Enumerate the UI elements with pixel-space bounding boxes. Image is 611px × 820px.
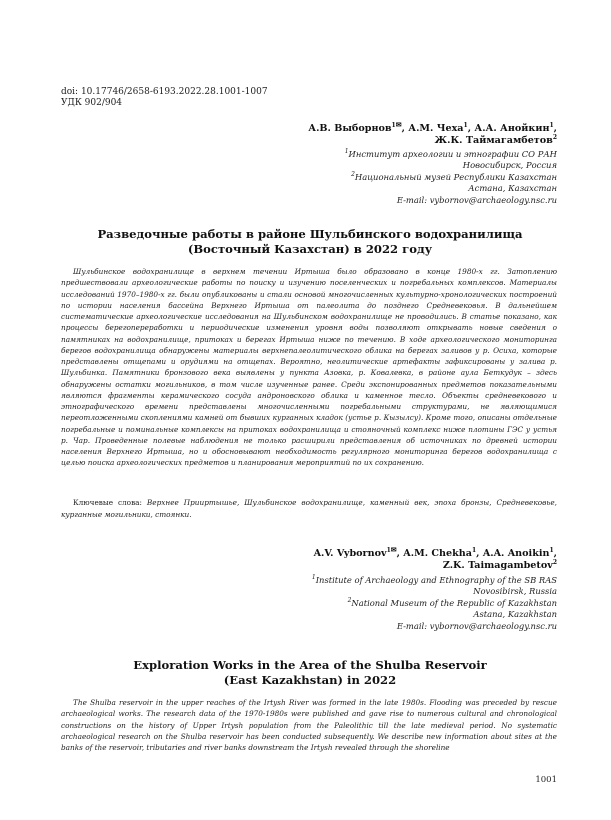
ru-keywords [61,497,557,520]
en-affiliations [312,575,557,632]
ru-author-1: А.В. Выборнов [308,123,392,134]
ru-affil-1: $^1$Институт археологии и этнографии СО РАН [344,148,557,159]
ru-author-4: Ж.К. Таймагамбетов [434,135,553,146]
ru-affil-2-city: Астана, Казахстан [468,183,557,194]
mail-envelope-icon[interactable]: ✉ [395,119,402,129]
en-authors-line2: Z.K. Taimagambetov$^2$ [442,558,557,571]
ru-authors-line1: А.В. Выборнов$^{1✉}$, А.М. Чеха$^1$, А.А. Анойкин$^1$, [308,119,557,134]
ru-email[interactable]: E-mail: vybornov@archaeology.nsc.ru [396,194,557,205]
keywords-value: Верхнее Прииртышье, Шульбинское водохранилище, каменный век, эпоха бронзы, Средневековье, курганные могильники, стоянки. [61,498,557,519]
ru-author-2: , А.М. Чеха [401,123,464,134]
en-affil-1-city: Novosibirsk, Russia [473,586,557,597]
en-abstract: The Shulba reservoir in the upper reaches of the Irtysh River was formed in the late 1980s. Flooding was preceded by rescue archaeological works. The research data of the 1970-1980s were published and gave rise to numerous cultural and chronological constructions on the history of Upper Irtysh population from the Paleolithic till the late medieval period. No systematic archaeological research on the Shulba reservoir has been conducted subsequently. We describe new information about sites at the banks of the reservoir, tributaries and river banks downstream the Irtysh revealed through the shoreline [61,698,557,752]
en-affil-2: $^2$National Museum of the Republic of Kazakhstan [347,597,557,608]
page-number: 1001 [535,775,557,785]
en-authors-line1: A.V. Vybornov$^{1✉}$, A.M. Chekha$^1$, A.A. Anoikin$^1$, [313,544,557,559]
ru-affil-2: $^2$Национальный музей Республики Казахстан [351,171,557,182]
udk-line: УДК 902/904 [61,98,123,108]
en-author-2: , A.M. Chekha [396,548,472,559]
ru-author-3: , А.А. Анойкин [467,123,550,134]
en-email[interactable]: E-mail: vybornov@archaeology.nsc.ru [396,620,557,631]
ru-abstract: Шульбинское водохранилище в верхнем течении Иртыша было образовано в конце 1980-х гг. Затоплению предшествовали археологические работы по поиску и изучению поселенческих и погребальных комплексов. Материалы исследований 1970–1980-х гг. были опубликованы и стали основой многочисленных культурно-хронологических построений по истории населения бассейна Верхнего Иртыша от палеолита до позднего Средневековья. В дальнейшем систематические археологические исследования на Шульбинском водохранилище не проводились. В статье показано, как процессы берегопереработки и периодические изменения уровня воды позволяют открывать новые сведения о памятниках на водохранилище, притоках и берегах Иртыша ниже по течению. В ходе археологического мониторинга берегов водохранилища обнаружены материалы верхнепалеолитического облика на берегах заливов у р. Осиха, которые представлены отщепами и орудиями на отщепах. Вероятно, неолитические артефакты зафиксированы у залива р. Шульбинка. Памятники бронзового века выявлены у пункта Азовка, р. Ковалевка, в районе аула Беткудук – здесь обнаружены остатки могильников, в том числе изученные ранее. Среди экспонированных предметов показательными являются фрагменты керамического сосуда андроновского облика и каменное тесло. Объекты средневекового и этнографического времени представлены многочисленными погребальными структурами, не являющимися переотложенными скоплениями камней от бывших курганных кладок (устье р. Кызылсу). Кроме того, описаны отдельные погребальные и поминальные комплексы на притоках водохранилища и стояночный комплекс ниже плотины ГЭС у устья р. Чар. Проведенные полевые наблюдения не только расширили представления об источниках по древней истории населения Верхнего Иртыша, но и обосновывают необходимость регулярного мониторинга берегов водохранилища с целью поиска археологических предметов и планирования мероприятий по их сохранению. [61,267,557,468]
en-author-1: A.V. Vybornov [313,548,387,559]
en-author-4: Z.K. Taimagambetov [442,560,553,571]
keywords-label: Ключевые слова: [73,498,142,507]
ru-affiliations [345,149,557,206]
en-affil-1: $^1$Institute of Archaeology and Ethnography of the SB RAS [311,574,557,585]
ru-authors-line2: Ж.К. Таймагамбетов$^2$ [434,133,557,146]
ru-title: Разведочные работы в районе Шульбинского водохранилища (Восточный Казахстан) в 2022 году [97,227,523,256]
en-affil-2-city: Astana, Kazakhstan [473,609,557,620]
en-title: Exploration Works in the Area of the Shulba Reservoir (East Kazakhstan) in 2022 [133,658,487,687]
doi-line[interactable]: doi: 10.17746/2658-6193.2022.28.1001-1007 [61,87,268,97]
mail-envelope-icon[interactable]: ✉ [390,544,397,554]
ru-affil-1-city: Новосибирск, Россия [462,160,557,171]
en-author-3: , A.A. Anoikin [476,548,550,559]
